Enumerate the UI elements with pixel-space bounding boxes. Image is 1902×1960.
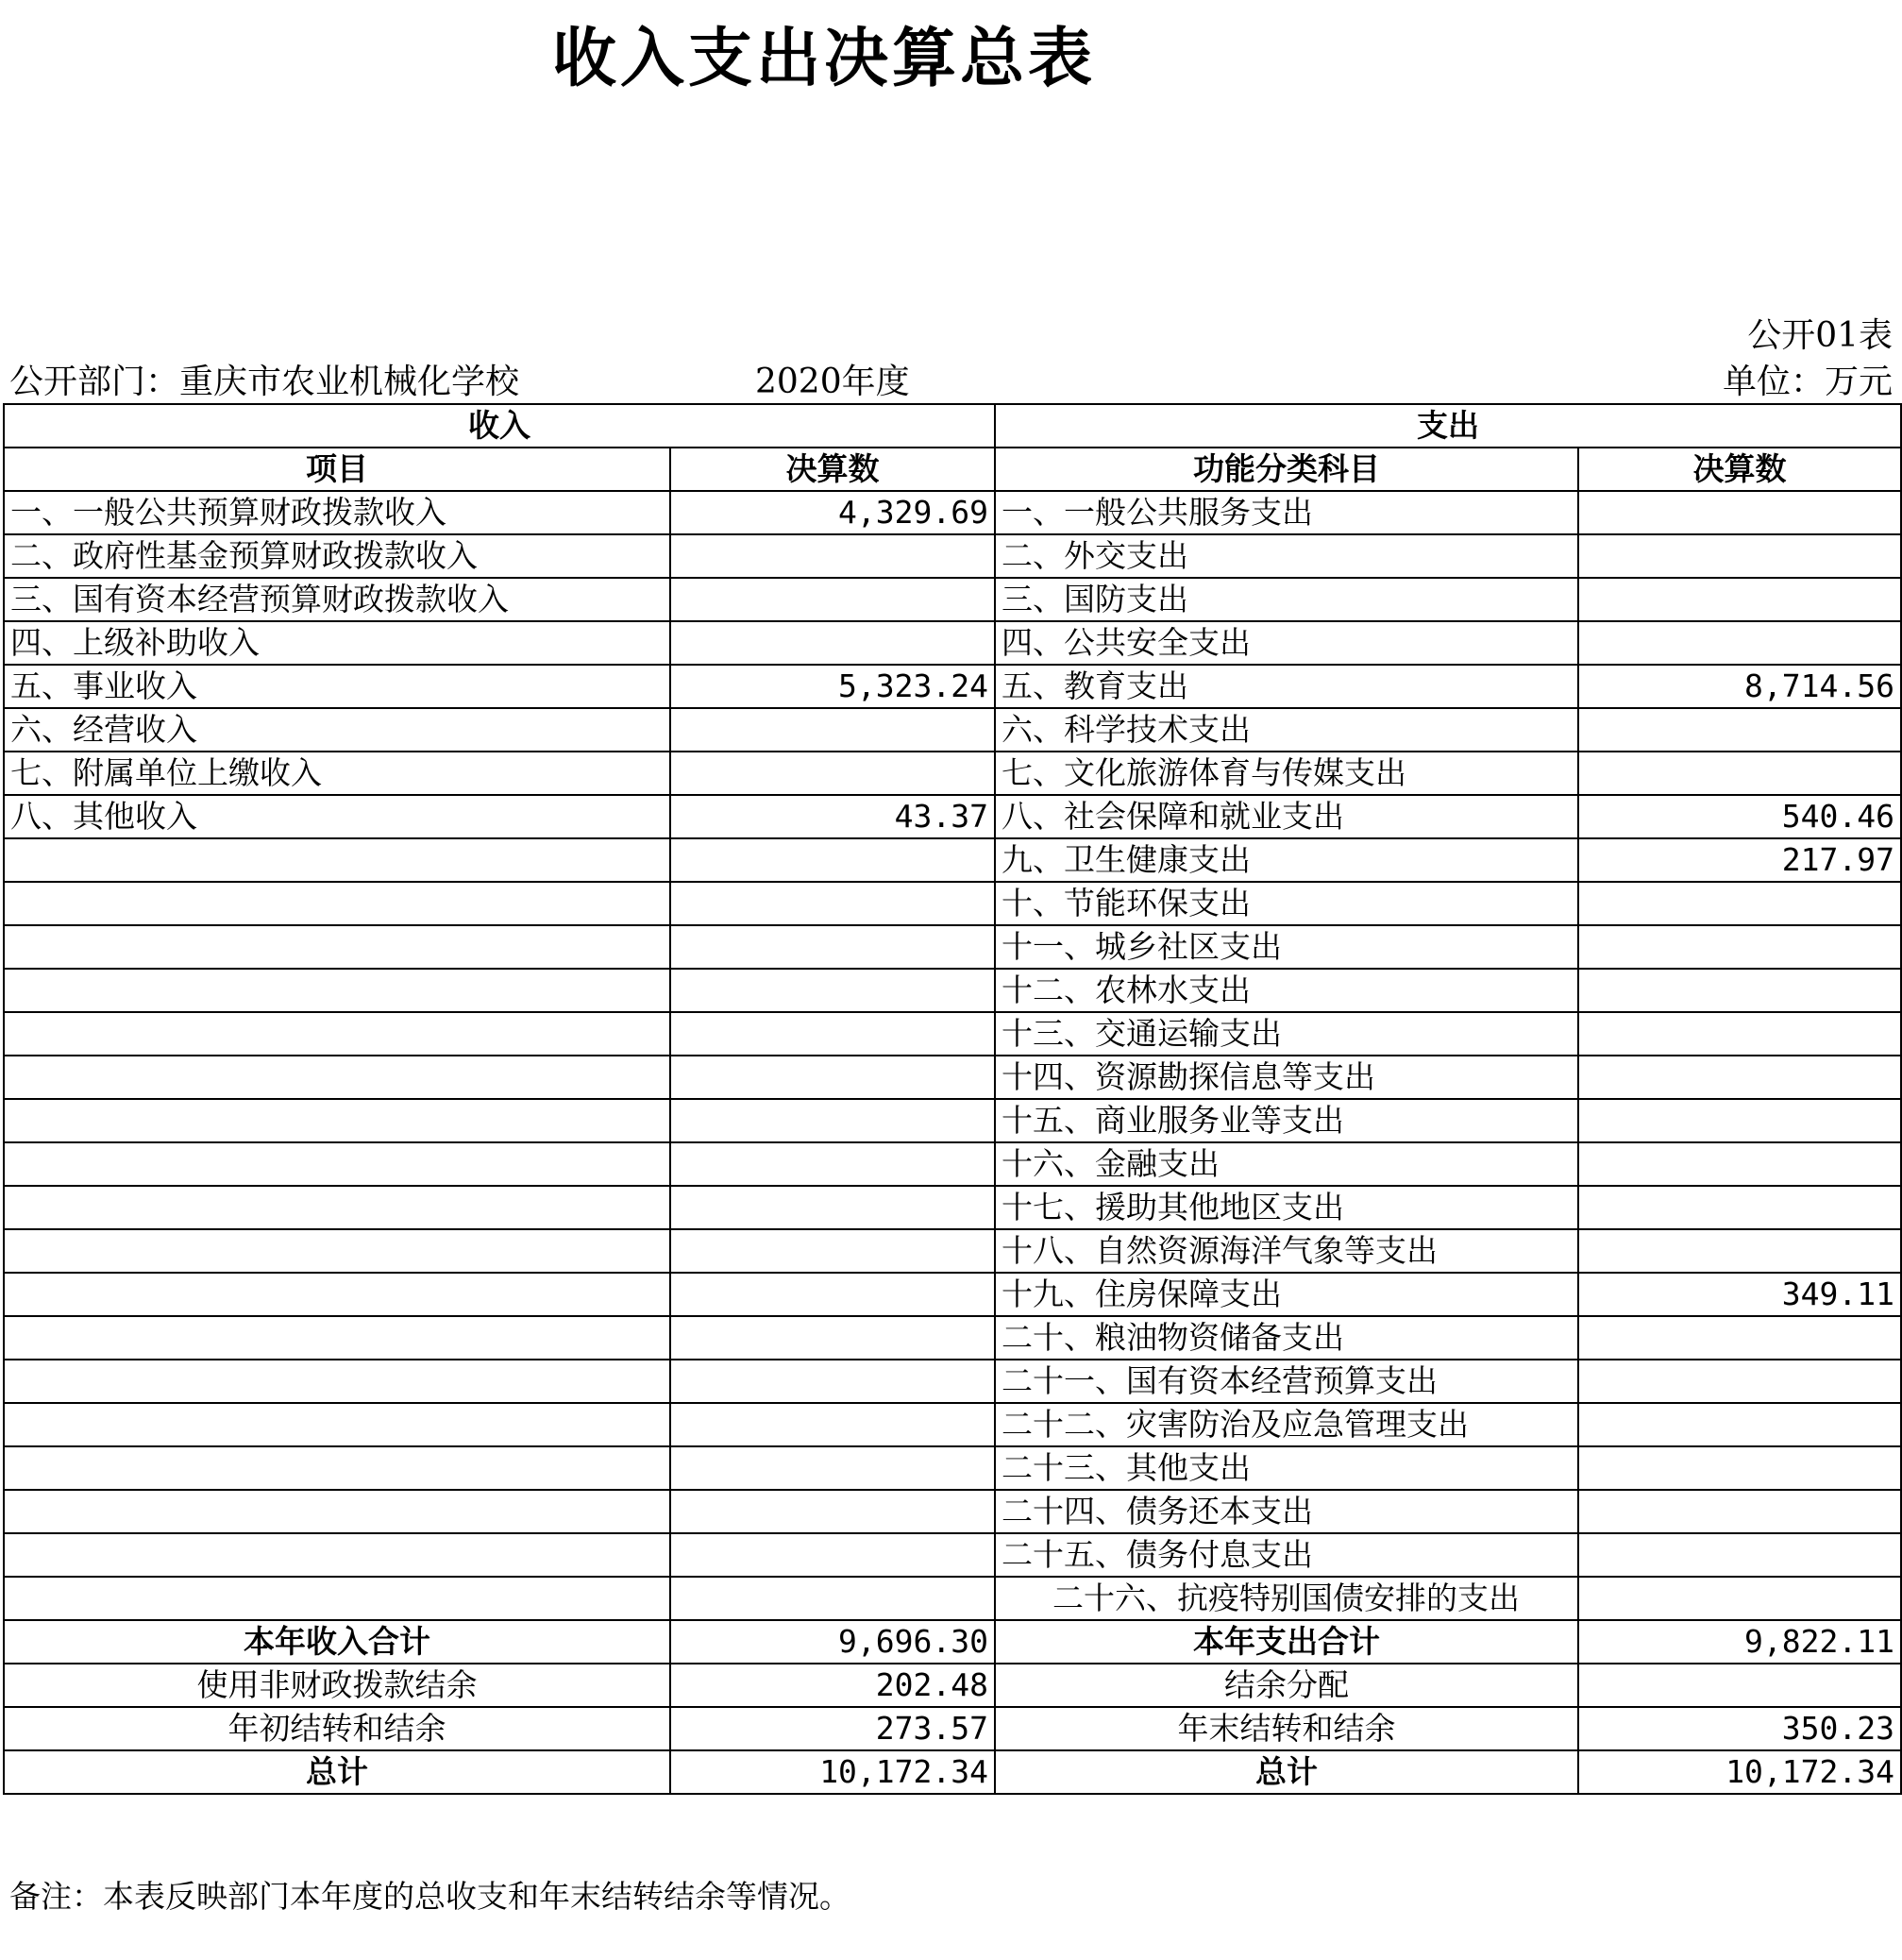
- expense-item: 二十一、国有资本经营预算支出: [995, 1360, 1578, 1403]
- table-row: [4, 708, 1901, 752]
- income-amount: [670, 882, 995, 925]
- income-item: 六、经营收入: [4, 708, 670, 752]
- income-item: 三、国有资本经营预算财政拨款收入: [4, 578, 670, 621]
- expense-amount: [1578, 1360, 1901, 1403]
- expense-item: 六、科学技术支出: [995, 708, 1578, 752]
- income-item: [4, 1229, 670, 1273]
- summary-income-amount: 202.48: [670, 1664, 995, 1707]
- expense-amount-header: 决算数: [1578, 448, 1901, 491]
- income-item: [4, 1446, 670, 1490]
- income-amount: [670, 925, 995, 969]
- income-item: [4, 1316, 670, 1360]
- expense-amount: [1578, 578, 1901, 621]
- summary-expense-item: 本年支出合计: [995, 1620, 1578, 1664]
- table-row: [4, 795, 1901, 838]
- column-header-row: [4, 448, 1901, 491]
- expense-item: 一、一般公共服务支出: [995, 491, 1578, 534]
- income-amount: [670, 1403, 995, 1446]
- expense-item: 二十二、灾害防治及应急管理支出: [995, 1403, 1578, 1446]
- income-amount: [670, 969, 995, 1012]
- income-amount: [670, 708, 995, 752]
- fiscal-year: 2020年度: [755, 363, 910, 401]
- expense-amount: [1578, 925, 1901, 969]
- income-item: [4, 1360, 670, 1403]
- expense-item: 十四、资源勘探信息等支出: [995, 1056, 1578, 1099]
- income-amount: [670, 838, 995, 882]
- income-amount: [670, 621, 995, 665]
- expense-amount: [1578, 1012, 1901, 1056]
- summary-row: [4, 1750, 1901, 1794]
- income-item: [4, 1099, 670, 1142]
- table-row: [4, 1446, 1901, 1490]
- expense-amount: [1578, 534, 1901, 578]
- expense-item: 十六、金融支出: [995, 1142, 1578, 1186]
- income-amount: 5,323.24: [670, 665, 995, 708]
- expense-amount: 540.46: [1578, 795, 1901, 838]
- expense-section-header: 支出: [995, 404, 1901, 448]
- income-section-header: 收入: [4, 404, 995, 448]
- table-row: [4, 1403, 1901, 1446]
- summary-row: [4, 1664, 1901, 1707]
- income-item: [4, 1142, 670, 1186]
- unit-label: 单位：万元: [1722, 363, 1893, 401]
- table-row: [4, 969, 1901, 1012]
- expense-item: 十三、交通运输支出: [995, 1012, 1578, 1056]
- expense-amount: [1578, 1490, 1901, 1533]
- income-amount: [670, 1360, 995, 1403]
- expense-amount: [1578, 1056, 1901, 1099]
- expense-item: 三、国防支出: [995, 578, 1578, 621]
- summary-income-item: 总计: [4, 1750, 670, 1794]
- income-item: 五、事业收入: [4, 665, 670, 708]
- expense-amount: [1578, 1316, 1901, 1360]
- income-item: [4, 1403, 670, 1446]
- summary-row: [4, 1620, 1901, 1664]
- income-amount: [670, 752, 995, 795]
- form-number: 公开01表: [1747, 316, 1893, 355]
- expense-amount: [1578, 752, 1901, 795]
- expense-amount: [1578, 621, 1901, 665]
- income-item: [4, 925, 670, 969]
- expense-item: 二十三、其他支出: [995, 1446, 1578, 1490]
- income-amount: 43.37: [670, 795, 995, 838]
- expense-amount: [1578, 708, 1901, 752]
- table-row: [4, 1229, 1901, 1273]
- table-row: [4, 1533, 1901, 1577]
- income-amount: [670, 1273, 995, 1316]
- expense-amount: 217.97: [1578, 838, 1901, 882]
- summary-income-amount: 273.57: [670, 1707, 995, 1750]
- income-amount: [670, 1533, 995, 1577]
- income-item: [4, 969, 670, 1012]
- summary-income-item: 本年收入合计: [4, 1620, 670, 1664]
- income-item: 四、上级补助收入: [4, 621, 670, 665]
- expense-item: 十二、农林水支出: [995, 969, 1578, 1012]
- table-row: [4, 665, 1901, 708]
- table-row: [4, 1099, 1901, 1142]
- table-row: [4, 1490, 1901, 1533]
- expense-amount: [1578, 1577, 1901, 1620]
- table-row: [4, 925, 1901, 969]
- expense-item: 五、教育支出: [995, 665, 1578, 708]
- table-row: [4, 752, 1901, 795]
- summary-expense-amount: 9,822.11: [1578, 1620, 1901, 1664]
- income-item: [4, 1012, 670, 1056]
- table-row: [4, 1273, 1901, 1316]
- income-item: 二、政府性基金预算财政拨款收入: [4, 534, 670, 578]
- table-row: [4, 1186, 1901, 1229]
- expense-amount: [1578, 1446, 1901, 1490]
- footnote: 备注：本表反映部门本年度的总收支和年末结转结余等情况。: [9, 1878, 850, 1915]
- income-amount: [670, 578, 995, 621]
- table-row: [4, 534, 1901, 578]
- income-amount: [670, 1229, 995, 1273]
- expense-amount: 349.11: [1578, 1273, 1901, 1316]
- table-row: [4, 491, 1901, 534]
- income-amount: [670, 1490, 995, 1533]
- income-item: [4, 1056, 670, 1099]
- expense-amount: [1578, 882, 1901, 925]
- expense-amount: [1578, 1142, 1901, 1186]
- income-item: [4, 1186, 670, 1229]
- summary-expense-item: 年末结转和结余: [995, 1707, 1578, 1750]
- section-header-row: [4, 404, 1901, 448]
- expense-item: 十、节能环保支出: [995, 882, 1578, 925]
- income-amount: [670, 1056, 995, 1099]
- table-row: [4, 1360, 1901, 1403]
- income-item: [4, 1533, 670, 1577]
- expense-amount: [1578, 1099, 1901, 1142]
- summary-expense-amount: [1578, 1664, 1901, 1707]
- income-item: [4, 1273, 670, 1316]
- income-amount: [670, 1186, 995, 1229]
- table-row: [4, 1577, 1901, 1620]
- expense-amount: [1578, 491, 1901, 534]
- expense-amount: 8,714.56: [1578, 665, 1901, 708]
- income-item: [4, 1577, 670, 1620]
- page-title: 收入支出决算总表: [552, 22, 1097, 96]
- table-row: [4, 838, 1901, 882]
- expense-amount: [1578, 1186, 1901, 1229]
- table-row: [4, 621, 1901, 665]
- expense-item: 二、外交支出: [995, 534, 1578, 578]
- income-amount: [670, 1142, 995, 1186]
- summary-expense-amount: 10,172.34: [1578, 1750, 1901, 1794]
- income-item: 七、附属单位上缴收入: [4, 752, 670, 795]
- expense-item: 二十五、债务付息支出: [995, 1533, 1578, 1577]
- expense-item: 八、社会保障和就业支出: [995, 795, 1578, 838]
- income-expense-table: [3, 403, 1902, 1795]
- income-amount-header: 决算数: [670, 448, 995, 491]
- expense-item: 二十、粮油物资储备支出: [995, 1316, 1578, 1360]
- income-item: [4, 838, 670, 882]
- summary-income-amount: 9,696.30: [670, 1620, 995, 1664]
- expense-item: 十五、商业服务业等支出: [995, 1099, 1578, 1142]
- expense-item: 十九、住房保障支出: [995, 1273, 1578, 1316]
- expense-item: 二十四、债务还本支出: [995, 1490, 1578, 1533]
- summary-income-amount: 10,172.34: [670, 1750, 995, 1794]
- department-label: 公开部门：重庆市农业机械化学校: [9, 363, 520, 401]
- income-item: 八、其他收入: [4, 795, 670, 838]
- table-row: [4, 1056, 1901, 1099]
- expense-amount: [1578, 969, 1901, 1012]
- expense-item: 十七、援助其他地区支出: [995, 1186, 1578, 1229]
- expense-item: 十八、自然资源海洋气象等支出: [995, 1229, 1578, 1273]
- table-row: [4, 1012, 1901, 1056]
- summary-expense-amount: 350.23: [1578, 1707, 1901, 1750]
- table-row: [4, 882, 1901, 925]
- expense-item: 七、文化旅游体育与传媒支出: [995, 752, 1578, 795]
- income-amount: [670, 1577, 995, 1620]
- summary-expense-item: 总计: [995, 1750, 1578, 1794]
- income-item: 一、一般公共预算财政拨款收入: [4, 491, 670, 534]
- income-amount: [670, 1446, 995, 1490]
- table-row: [4, 578, 1901, 621]
- income-amount: [670, 1012, 995, 1056]
- expense-item: 九、卫生健康支出: [995, 838, 1578, 882]
- expense-item: 四、公共安全支出: [995, 621, 1578, 665]
- table-row: [4, 1142, 1901, 1186]
- expense-item: 十一、城乡社区支出: [995, 925, 1578, 969]
- income-amount: 4,329.69: [670, 491, 995, 534]
- expense-item: 二十六、抗疫特别国债安排的支出: [995, 1577, 1578, 1620]
- income-amount: [670, 534, 995, 578]
- summary-income-item: 使用非财政拨款结余: [4, 1664, 670, 1707]
- expense-amount: [1578, 1533, 1901, 1577]
- summary-income-item: 年初结转和结余: [4, 1707, 670, 1750]
- income-amount: [670, 1099, 995, 1142]
- income-item: [4, 882, 670, 925]
- expense-category-header: 功能分类科目: [995, 448, 1578, 491]
- income-item: [4, 1490, 670, 1533]
- table-row: [4, 1316, 1901, 1360]
- expense-amount: [1578, 1403, 1901, 1446]
- expense-amount: [1578, 1229, 1901, 1273]
- income-amount: [670, 1316, 995, 1360]
- summary-expense-item: 结余分配: [995, 1664, 1578, 1707]
- income-item-header: 项目: [4, 448, 670, 491]
- summary-row: [4, 1707, 1901, 1750]
